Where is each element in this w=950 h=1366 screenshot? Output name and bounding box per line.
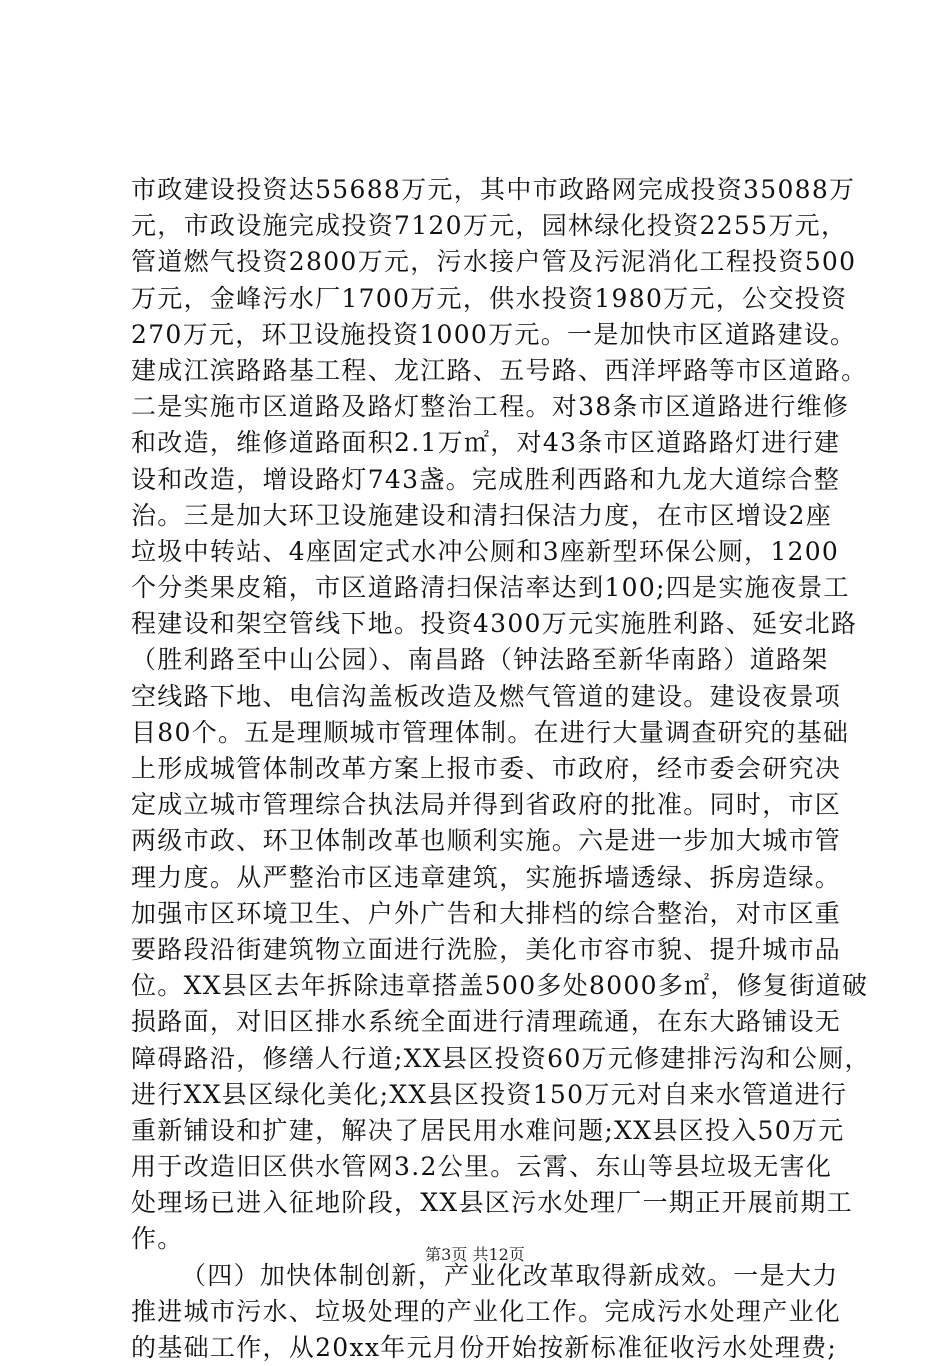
text-line: 270万元，环卫设施投资1000万元。一是加快市区道路建设。: [131, 319, 857, 349]
text-line: 要路段沿街建筑物立面进行洗脸，美化市容市貌、提升城市品: [131, 934, 842, 964]
text-line: 设和改造，增设路灯743盏。完成胜利西路和九龙大道综合整: [131, 464, 841, 494]
text-line: 管道燃气投资2800万元，污水接户管及污泥消化工程投资500: [131, 247, 857, 277]
text-line: 元，市政设施完成投资7120万元，园林绿化投资2255万元，: [131, 211, 848, 241]
text-line: 治。三是加大环卫设施建设和清扫保洁力度，在市区增设2座: [131, 500, 833, 530]
text-line: 作。: [131, 1224, 184, 1254]
text-line: 推进城市污水、垃圾处理的产业化工作。完成污水处理产业化: [131, 1296, 842, 1326]
text-line: 市政建设投资达55688万元，其中市政路网完成投资35088万: [131, 175, 856, 204]
text-line: 处理场已进入征地阶段，XX县区污水处理厂一期正开展前期工: [131, 1188, 853, 1218]
text-line: 空线路下地、电信沟盖板改造及燃气管道的建设。建设夜景项: [131, 681, 842, 711]
text-line: 用于改造旧区供水管网3.2公里。云霄、东山等县垃圾无害化: [131, 1152, 833, 1182]
text-line: 进行XX县区绿化美化;XX县区投资150万元对自来水管道进行: [131, 1079, 848, 1109]
paragraph-start-line: （四）加快体制创新，产业化改革取得新成效。一是大力: [181, 1260, 839, 1290]
text-line: 个分类果皮箱，市区道路清扫保洁率达到100;四是实施夜景工: [131, 573, 850, 603]
text-line: 二是实施市区道路及路灯整治工程。对38条市区道路进行维修: [131, 392, 850, 422]
text-line: 建成江滨路路基工程、龙江路、五号路、西洋坪路等市区道路。: [131, 355, 868, 385]
text-line: 两级市政、环卫体制改革也顺利实施。六是进一步加大城市管: [131, 826, 842, 856]
text-line: （胜利路至中山公园）、南昌路（钟法路至新华南路）道路架: [131, 645, 829, 675]
page-number-footer: 第3页 共12页: [425, 1245, 525, 1264]
text-line: 定成立城市管理综合执法局并得到省政府的批准。同时，市区: [131, 790, 842, 820]
text-line: 位。XX县区去年拆除违章搭盖500多处8000多㎡，修复街道破: [131, 971, 869, 1001]
text-line: 目80个。五是理顺城市管理体制。在进行大量调查研究的基础: [131, 717, 850, 747]
text-line: 上形成城管体制改革方案上报市委、市政府，经市委会研究决: [131, 754, 842, 783]
text-line: 万元，金峰污水厂1700万元，供水投资1980万元，公交投资: [131, 283, 848, 313]
text-line: 理力度。从严整治市区违章建筑，实施拆墙透绿、拆房造绿。: [131, 862, 842, 892]
text-line: 障碍路沿，修缮人行道;XX县区投资60万元修建排污沟和公厕，: [131, 1043, 871, 1073]
text-line: 和改造，维修道路面积2.1万㎡，对43条市区道路路灯进行建: [131, 428, 841, 458]
text-line: 损路面，对旧区排水系统全面进行清理疏通，在东大路铺设无: [131, 1007, 842, 1037]
text-line: 加强市区环境卫生、户外广告和大排档的综合整治，对市区重: [131, 898, 842, 928]
text-line: 程建设和架空管线下地。投资4300万元实施胜利路、延安北路: [131, 609, 858, 639]
text-line: 重新铺设和扩建，解决了居民用水难问题;XX县区投入50万元: [131, 1115, 845, 1145]
text-line: 垃圾中转站、4座固定式水冲公厕和3座新型环保公厕，1200: [131, 536, 840, 566]
text-line: 的基础工作，从20xx年元月份开始按新标准征收污水处理费;: [131, 1333, 838, 1362]
body-text: [131, 172, 871, 1366]
